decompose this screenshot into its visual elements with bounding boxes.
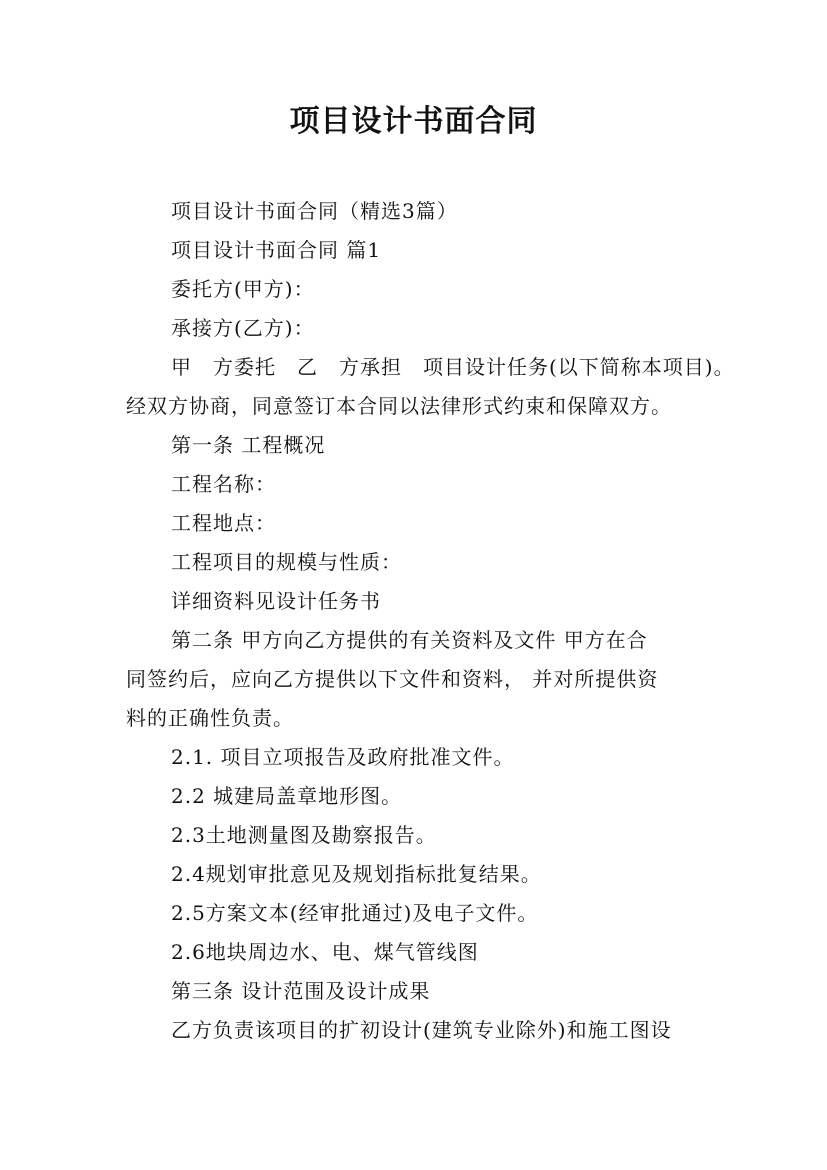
- article-heading: 第二条 甲方向乙方提供的有关资料及文件 甲方在合: [171, 628, 648, 652]
- list-item: 2.2 城建局盖章地形图。: [171, 784, 403, 808]
- paragraph-line: 料的正确性负责。: [126, 706, 294, 730]
- article-heading: 第一条 工程概况: [171, 433, 326, 457]
- client-party-line: 委托方(甲方)：: [171, 277, 315, 301]
- paragraph-line: 甲 方委托 乙 方承担 项目设计任务(以下简称本项目)。: [171, 355, 735, 379]
- subtitle-line: 项目设计书面合同（精选3篇）: [171, 199, 458, 223]
- paragraph-line: 同签约后，应向乙方提供以下文件和资料， 并对所提供资: [126, 667, 659, 691]
- project-scale-line: 工程项目的规模与性质：: [171, 550, 402, 574]
- list-item: 2.3土地测量图及勘察报告。: [171, 823, 437, 847]
- project-location-line: 工程地点：: [171, 511, 276, 535]
- section-heading: 项目设计书面合同 篇1: [171, 238, 382, 262]
- document-title: 项目设计书面合同: [289, 104, 538, 139]
- paragraph-line: 经双方协商，同意签订本合同以法律形式约束和保障双方。: [126, 394, 672, 418]
- list-item: 2.4规划审批意见及规划指标批复结果。: [171, 862, 542, 886]
- paragraph-line: 详细资料见设计任务书: [171, 589, 381, 613]
- list-item: 2.1. 项目立项报告及政府批准文件。: [171, 745, 515, 769]
- article-heading: 第三条 设计范围及设计成果: [171, 979, 431, 1003]
- list-item: 2.6地块周边水、电、煤气管线图: [171, 940, 479, 964]
- project-name-line: 工程名称：: [171, 472, 276, 496]
- contractor-party-line: 承接方(乙方)：: [171, 316, 315, 340]
- list-item: 2.5方案文本(经审批通过)及电子文件。: [171, 901, 539, 925]
- paragraph-line: 乙方负责该项目的扩初设计(建筑专业除外)和施工图设: [171, 1018, 672, 1042]
